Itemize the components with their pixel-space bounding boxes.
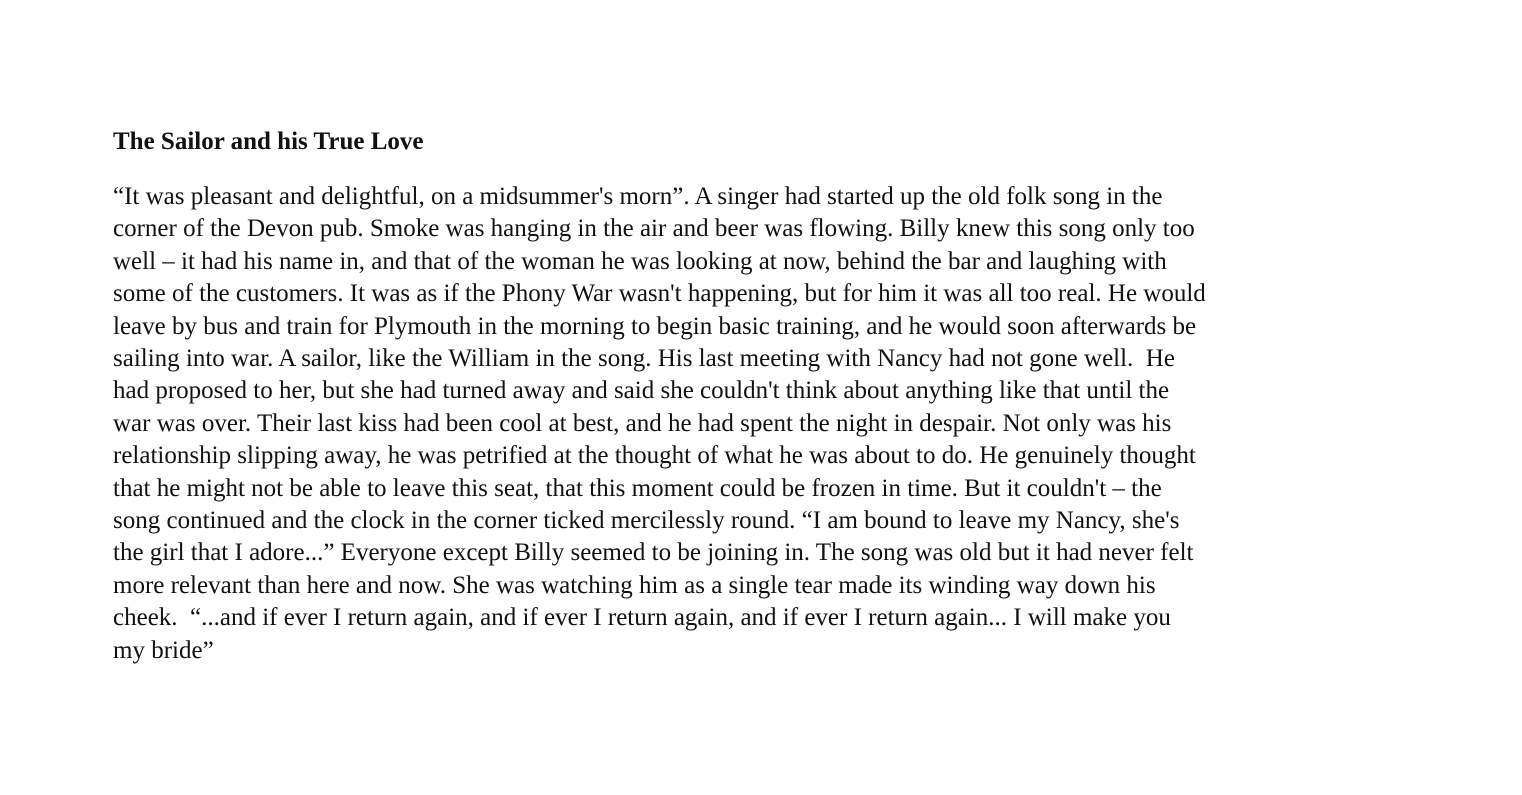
paragraph-line: corner of the Devon pub. Smoke was hanging in the air and beer was flowing. Billy knew this song only too	[113, 215, 1195, 243]
paragraph-line: had proposed to her, but she had turned away and said she couldn't think about anything like that until the	[113, 377, 1170, 405]
paragraph-line: leave by bus and train for Plymouth in the morning to begin basic training, and he would soon afterwards be	[113, 312, 1197, 340]
story-paragraph	[113, 181, 1413, 667]
paragraph-line: sailing into war. A sailor, like the William in the song. His last meeting with Nancy had not gone well. He	[113, 345, 1175, 373]
document-title: The Sailor and his True Love	[113, 128, 424, 155]
paragraph-line: my bride”	[113, 636, 214, 664]
paragraph-line: “It was pleasant and delightful, on a midsummer's morn”. A singer had started up the old folk song in the	[113, 183, 1163, 210]
document-page	[113, 124, 1413, 667]
paragraph-line: more relevant than here and now. She was watching him as a single tear made its winding way down his	[113, 571, 1156, 599]
paragraph-line: cheek. “...and if ever I return again, and if ever I return again, and if ever I return again... I will make you	[113, 604, 1171, 632]
paragraph-line: song continued and the clock in the corner ticked mercilessly round. “I am bound to leave my Nancy, she's	[113, 507, 1180, 535]
paragraph-line: some of the customers. It was as if the Phony War wasn't happening, but for him it was all too real. He would	[113, 280, 1206, 308]
paragraph-line: relationship slipping away, he was petrified at the thought of what he was about to do. He genuinely thought	[113, 442, 1196, 470]
paragraph-line: the girl that I adore...” Everyone except Billy seemed to be joining in. The song was old but it had never felt	[113, 539, 1194, 567]
paragraph-line: well – it had his name in, and that of the woman he was looking at now, behind the bar and laughing with	[113, 247, 1167, 275]
paragraph-line: war was over. Their last kiss had been cool at best, and he had spent the night in despair. Not only was his	[113, 409, 1172, 437]
paragraph-line: that he might not be able to leave this seat, that this moment could be frozen in time. But it couldn't – the	[113, 474, 1162, 502]
